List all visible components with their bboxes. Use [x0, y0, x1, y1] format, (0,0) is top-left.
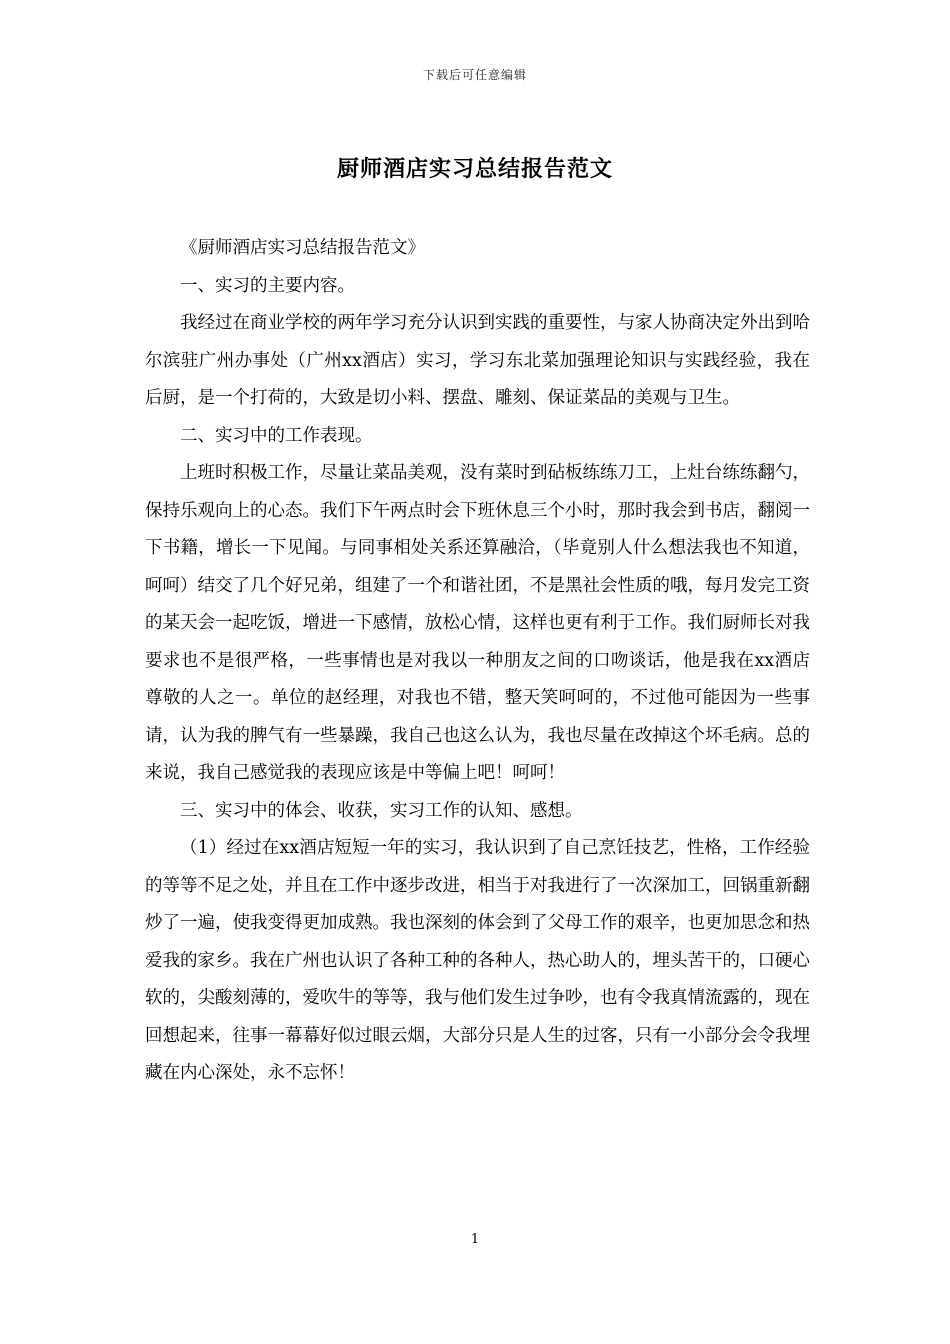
paragraph-main-content: 我经过在商业学校的两年学习充分认识到实践的重要性，与家人协商决定外出到哈尔滨驻广州办事处（广州xx酒店）实习，学习东北菜加强理论知识与实践经验，我在后厨，是一个打荷的，大致是切小料、摆盘、雕刻、保证菜品的美观与卫生。: [145, 313, 810, 408]
document-body: [145, 230, 810, 1093]
section-heading-reflections: 三、实习中的体会、收获，实习工作的认知、感想。: [180, 800, 583, 821]
paragraph-book-title: 《厨师酒店实习总结报告范文》: [180, 238, 425, 258]
page-header-note: 下载后可任意编辑: [422, 68, 527, 82]
document-title: 厨师酒店实习总结报告范文: [336, 156, 613, 182]
section-heading-main-content: 一、实习的主要内容。: [180, 275, 355, 296]
paragraph-reflections-1: （1）经过在xx酒店短短一年的实习，我认识到了自己烹饪技艺，性格，工作经验的等等不足之处，并且在工作中逐步改进，相当于对我进行了一次深加工，回锅重新翻炒了一遍，使我变得更加成熟。我也深刻的体会到了父母工作的艰辛，也更加思念和热爱我的家乡。我在广州也认识了各种工种的各种人，热心助人的，埋头苦干的，口硬心软的，尖酸刻薄的，爱吹牛的等等，我与他们发生过争吵，也有令我真情流露的，现在回想起来，往事一幕幕好似过眼云烟，大部分只是人生的过客，只有一小部分会令我埋藏在内心深处，永不忘怀！: [145, 838, 810, 1083]
page-number: 1: [470, 1232, 480, 1247]
paragraph-performance: 上班时积极工作，尽量让菜品美观，没有菜时到砧板练练刀工，上灶台练练翻勺，保持乐观向上的心态。我们下午两点时会下班休息三个小时，那时我会到书店，翻阅一下书籍，增长一下见闻。与同事相处关系还算融洽，（毕竟别人什么想法我也不知道，呵呵）结交了几个好兄弟，组建了一个和谐社团，不是黑社会性质的哦，每月发完工资的某天会一起吃饭，增进一下感情，放松心情，这样也更有利于工作。我们厨师长对我要求也不是很严格，一些事情也是对我以一种朋友之间的口吻谈话，他是我在xx酒店尊敬的人之一。单位的赵经理，对我也不错，整天笑呵呵的，不过他可能因为一些事请，认为我的脾气有一些暴躁，我自己也这么认为，我也尽量在改掉这个坏毛病。总的来说，我自己感觉我的表现应该是中等偏上吧！呵呵！: [145, 463, 810, 783]
section-heading-performance: 二、实习中的工作表现。: [180, 425, 373, 446]
